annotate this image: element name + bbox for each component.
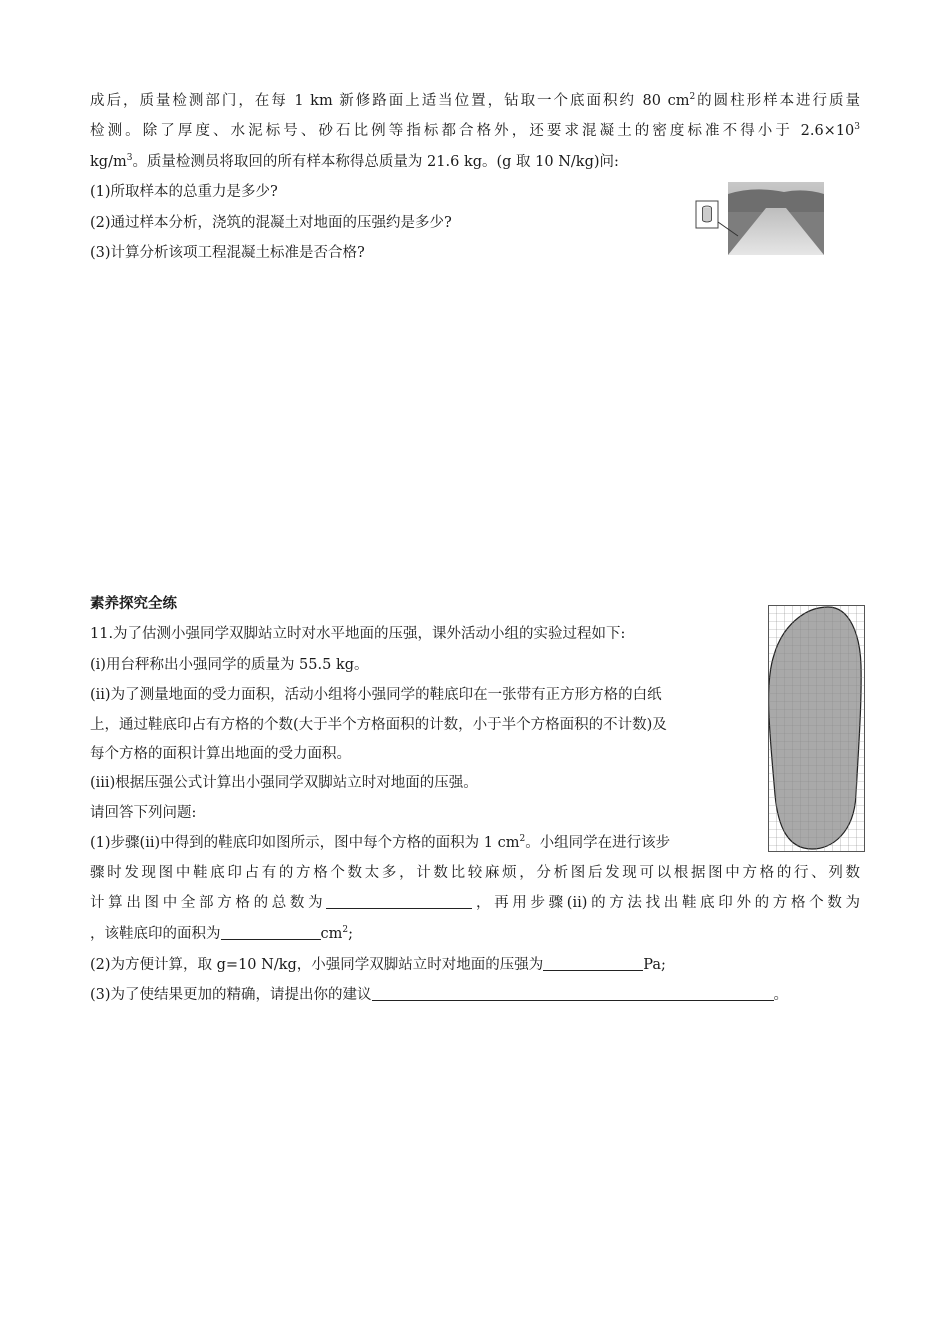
p11-answer-1-line-3: 计算出图中全部方格的总数为 ，再用步骤(ii)的方法找出鞋底印外的方格个数为 — [90, 895, 861, 911]
p11-answer-3: (3)为了使结果更加的精确，请提出你的建议 。 — [90, 987, 789, 1003]
p10-question-2: (2)通过样本分析，浇筑的混凝土对地面的压强约是多少? — [90, 215, 452, 231]
cylinder-body — [703, 208, 712, 222]
pressure-blank[interactable] — [543, 956, 643, 971]
p11-step-2-line-3: 每个方格的面积计算出地面的受力面积。 — [90, 746, 351, 762]
p11-intro: 11.为了估测小强同学双脚站立时对水平地面的压强，课外活动小组的实验过程如下: — [90, 626, 626, 642]
p10-question-3: (3)计算分析该项工程混凝土标准是否合格? — [90, 245, 365, 261]
p10-line-2: 检测。除了厚度、水泥标号、砂石比例等指标都合格外，还要求混凝土的密度标准不得小于 $2.6\times 10^3$ — [90, 122, 860, 139]
p11-step-2-line-2: 上，通过鞋底印占有方格的个数(大于半个方格面积的计数，小于半个方格面积的不计数)及 — [90, 717, 667, 733]
p11-answer-2: (2)为方便计算，取 g=10 N/kg，小强同学双脚站立时对地面的压强为 Pa; — [90, 957, 666, 973]
p11-answer-prompt: 请回答下列问题: — [90, 805, 197, 821]
road-sample-figure — [694, 182, 826, 256]
p11-step-1: (i)用台秤称出小强同学的质量为 55.5 kg。 — [90, 657, 369, 673]
p10-line-3: $kg/m^3$。质量检测员将取回的所有样本称得总质量为 21.6 kg。(g 取 10 N/kg)问: — [90, 153, 619, 170]
section-title: 素养探究全练 — [90, 595, 177, 612]
shoeprint-grid-figure — [768, 605, 866, 853]
total-squares-blank[interactable] — [326, 894, 472, 909]
area-blank[interactable] — [221, 925, 321, 940]
p11-answer-1-line-4: ，该鞋底印的面积为 $cm^2$; — [90, 925, 353, 942]
grid-lines — [769, 606, 865, 852]
p11-answer-1-line-2: 骤时发现图中鞋底印占有的方格个数太多，计数比较麻烦，分析图后发现可以根据图中方格的行、列数 — [90, 865, 860, 881]
p11-step-3: (iii)根据压强公式计算出小强同学双脚站立时对地面的压强。 — [90, 775, 478, 791]
p11-step-2-line-1: (ii)为了测量地面的受力面积，活动小组将小强同学的鞋底印在一张带有正方形方格的白纸 — [90, 687, 662, 703]
p10-line-1: 成后，质量检测部门，在每 1 km 新修路面上适当位置，钻取一个底面积约 80 $cm^2$的圆柱形样本进行质量 — [90, 92, 860, 109]
p10-question-1: (1)所取样本的总重力是多少? — [90, 184, 278, 200]
p11-answer-1-line-1: (1)步骤(ii)中得到的鞋底印如图所示，图中每个方格的面积为 1 $cm^2$。小组同学在进行该步 — [90, 834, 671, 851]
suggestion-blank[interactable] — [372, 986, 774, 1001]
